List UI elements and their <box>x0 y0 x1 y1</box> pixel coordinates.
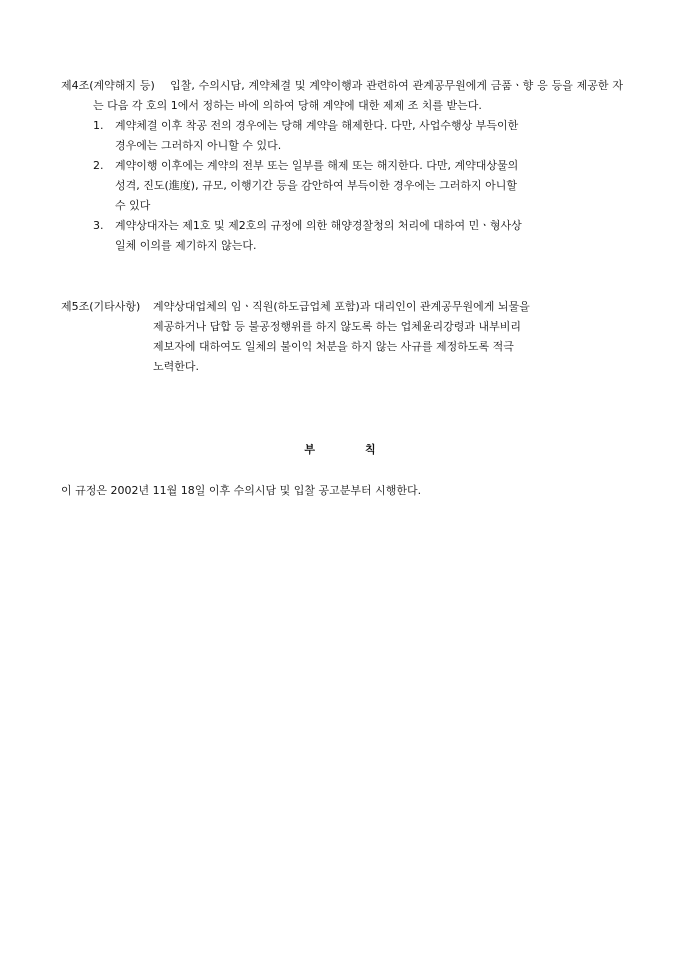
item-number: 2. <box>93 159 104 172</box>
item-line: 수 있다 <box>115 199 151 212</box>
supplement-title: 부칙 <box>304 443 426 456</box>
item-line: 성격, 진도(進度), 규모, 이행기간 등을 감안하여 부득이한 경우에는 그러하지 아니할 <box>115 179 517 192</box>
article-4-heading: 제4조(계약해지 등) <box>61 79 155 92</box>
article-5-heading: 제5조(기타사항) <box>61 300 141 313</box>
article-5 <box>61 297 623 377</box>
item-line: 계약체결 이후 착공 전의 경우에는 당해 계약을 해제한다. 다만, 사업수행상 부득이한 <box>115 119 519 132</box>
item-line: 계약이행 이후에는 계약의 전부 또는 일부를 해제 또는 해지한다. 다만, 계약대상물의 <box>115 159 519 172</box>
item-number: 3. <box>93 219 104 232</box>
article-4 <box>61 76 623 256</box>
article-5-line: 계약상대업체의 임ㆍ직원(하도급업체 포함)과 대리인이 관계공무원에게 뇌물을 <box>153 300 530 313</box>
item-line: 계약상대자는 제1호 및 제2호의 규정에 의한 해양경찰청의 처리에 대하여 민ㆍ형사상 <box>115 219 522 232</box>
article-4-item-1 <box>93 116 623 156</box>
supplement-text: 이 규정은 2002년 11월 18일 이후 수의시담 및 입찰 공고분부터 시행한다. <box>61 484 422 497</box>
article-5-line: 제공하거나 답합 등 불공정행위를 하지 않도록 하는 업체윤리강령과 내부비리 <box>153 320 522 333</box>
article-5-body <box>153 297 623 377</box>
item-line: 경우에는 그러하지 아니할 수 있다. <box>115 139 282 152</box>
article-4-item-2 <box>93 156 623 216</box>
item-number: 1. <box>93 119 104 132</box>
article-4-line: 치를 받는다. <box>421 99 482 112</box>
article-4-paragraph <box>61 76 623 116</box>
article-4-item-3 <box>93 216 623 256</box>
article-5-line: 노력한다. <box>153 360 200 373</box>
article-4-line: 입찰, 수의시담, 계약체결 및 계약이행과 관련하여 관계공무원에게 금품ㆍ향 <box>170 79 534 92</box>
article-5-line: 제보자에 대하여도 일체의 불이익 처분을 하지 않는 사규를 제정하도록 적극 <box>153 340 514 353</box>
item-line: 일체 이의를 제기하지 않는다. <box>115 239 257 252</box>
article-4-line: 응 등을 제공한 자는 다음 각 호의 1에서 정하는 바에 의하여 당해 계약에 대한 제제 조 <box>93 79 623 112</box>
